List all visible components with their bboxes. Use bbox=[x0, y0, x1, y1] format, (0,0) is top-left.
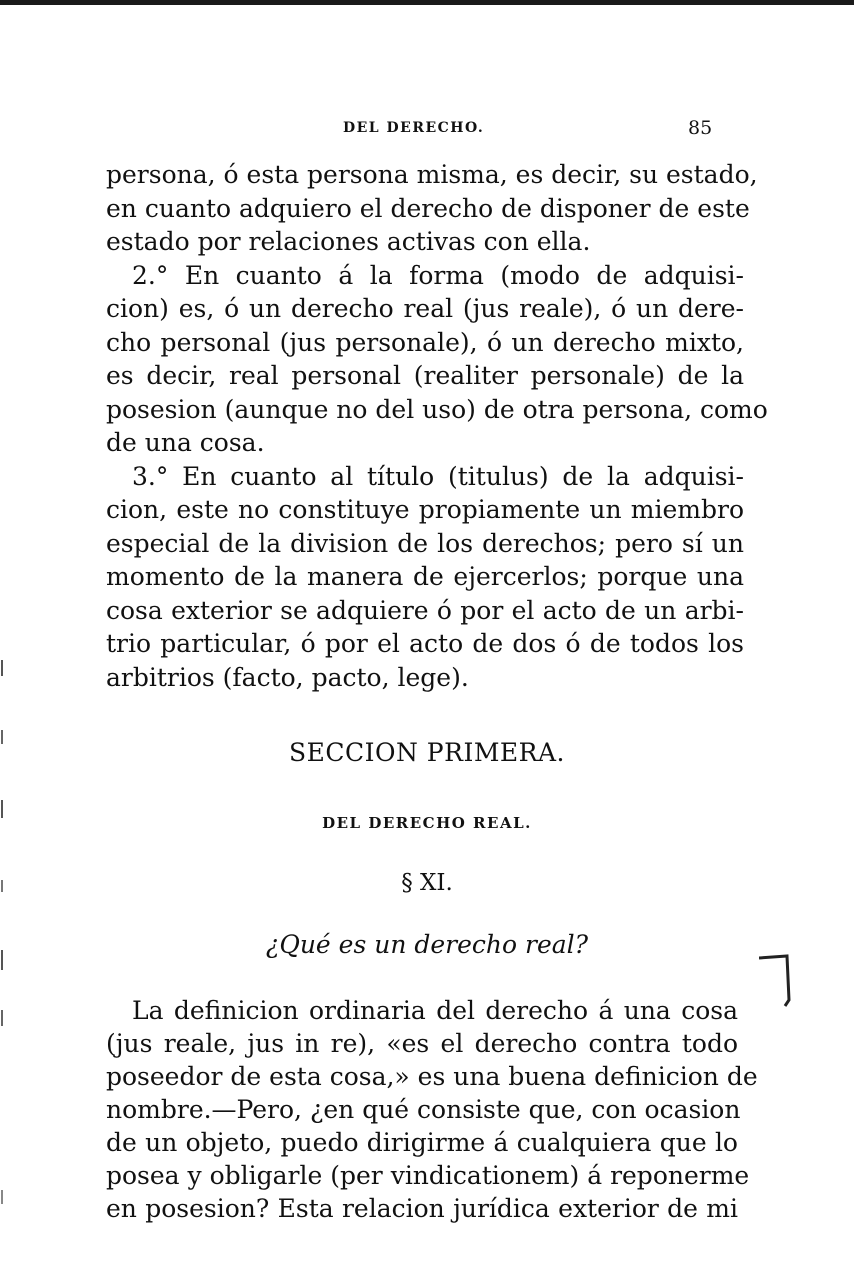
text-line: cion) es, ó un derecho real (jus reale), ó un dere- bbox=[106, 294, 744, 323]
body-text-top bbox=[106, 158, 768, 694]
text-line: estado por relaciones activas con ella. bbox=[106, 227, 591, 256]
page-number: 85 bbox=[688, 117, 713, 139]
text-line: persona, ó esta persona misma, es decir, su estado, bbox=[106, 160, 758, 189]
text-line: es decir, real personal (realiter personale) de la bbox=[106, 361, 744, 390]
text-line: en posesion? Esta relacion jurídica exterior de mi bbox=[106, 1194, 738, 1223]
running-title: DEL DERECHO. bbox=[343, 120, 485, 136]
text-line: trio particular, ó por el acto de dos ó de todos los bbox=[106, 629, 744, 658]
text-line: cion, este no constituye propiamente un miembro bbox=[106, 495, 744, 524]
paragraph-sign: § XI. bbox=[401, 870, 453, 896]
text-line: de una cosa. bbox=[106, 428, 265, 457]
text-line: cosa exterior se adquiere ó por el acto de un arbi- bbox=[106, 595, 744, 625]
text-line: de un objeto, puedo dirigirme á cualquiera que lo bbox=[106, 1128, 738, 1157]
body-text-bottom bbox=[106, 994, 758, 1225]
text-line: 3.° En cuanto al título (titulus) de la adquisi- bbox=[132, 461, 744, 491]
text-line: nombre.—Pero, ¿en qué consiste que, con ocasion bbox=[106, 1095, 741, 1124]
top-rule bbox=[0, 0, 854, 5]
text-line: momento de la manera de ejercerlos; porque una bbox=[106, 562, 744, 591]
left-edge-marks bbox=[0, 650, 8, 1250]
text-line: poseedor de esta cosa,» es una buena definicion de bbox=[106, 1062, 758, 1091]
text-line: La definicion ordinaria del derecho á una cosa bbox=[132, 996, 738, 1025]
question-heading: ¿Qué es un derecho real? bbox=[265, 930, 589, 959]
text-line: (jus reale, jus in re), «es el derecho contra todo bbox=[106, 1029, 738, 1058]
section-heading: SECCION PRIMERA. bbox=[288, 738, 566, 767]
text-line: 2.° En cuanto á la forma (modo de adquisi- bbox=[132, 260, 744, 290]
running-head bbox=[0, 117, 854, 142]
text-line: especial de la division de los derechos; pero sí un bbox=[106, 528, 744, 558]
text-line: en cuanto adquiero el derecho de disponer de este bbox=[106, 193, 750, 223]
text-line: cho personal (jus personale), ó un derecho mixto, bbox=[106, 327, 744, 357]
margin-pencil-mark bbox=[759, 950, 799, 1010]
text-line: posesion (aunque no del uso) de otra persona, como bbox=[106, 394, 768, 424]
text-line: arbitrios (facto, pacto, lege). bbox=[106, 662, 469, 692]
text-line: posea y obligarle (per vindicationem) á reponerme bbox=[106, 1161, 750, 1190]
subsection-heading: DEL DERECHO REAL. bbox=[322, 814, 532, 832]
